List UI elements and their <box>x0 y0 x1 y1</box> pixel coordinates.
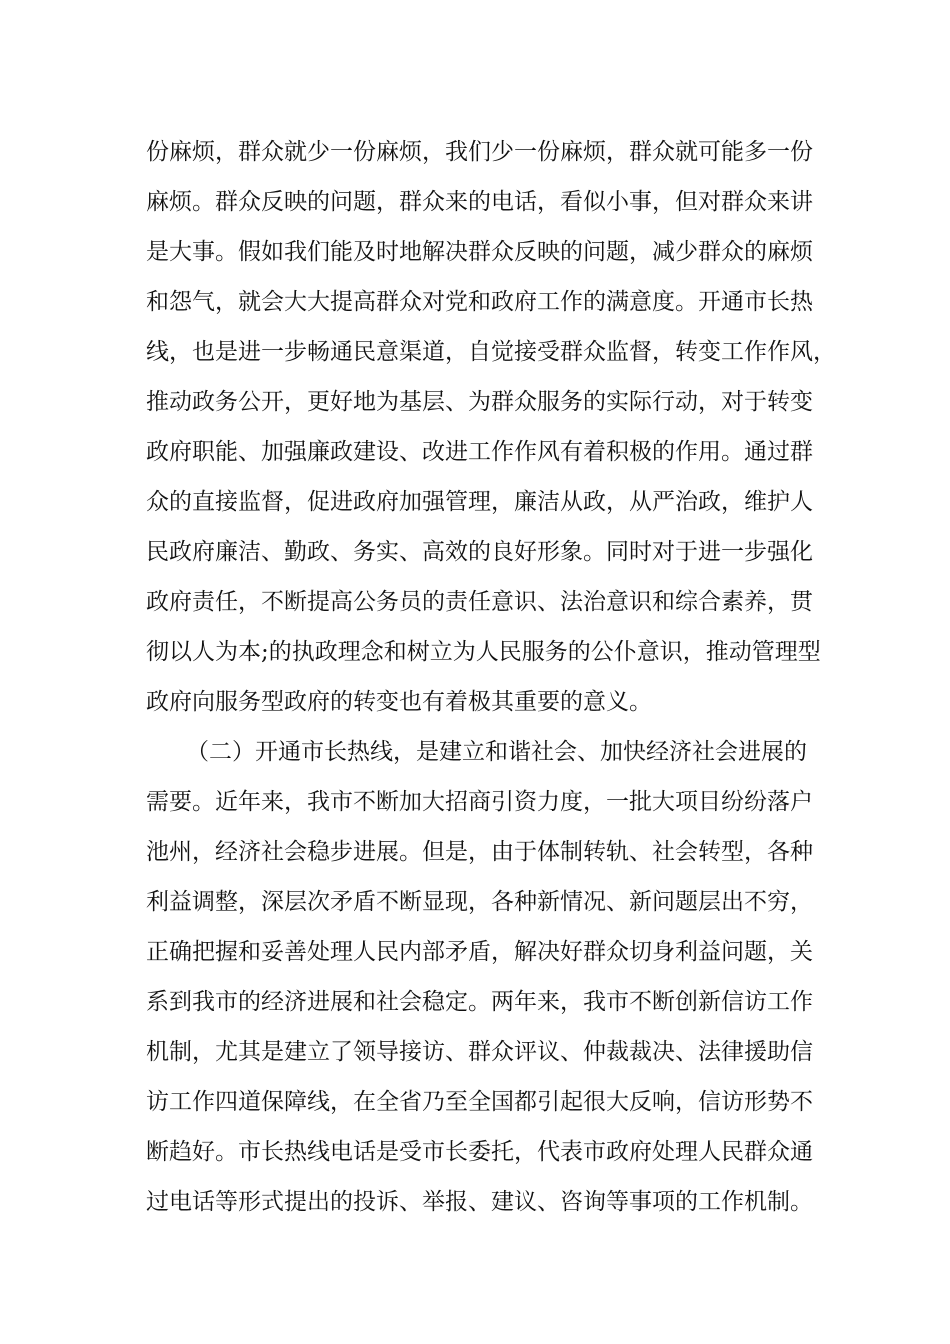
text-line: 政府职能、加强廉政建设、改进工作作风有着积极的作用。通过群 <box>146 439 813 465</box>
text-line: 彻以人为本;的执政理念和树立为人民服务的公仆意识，推动管理型 <box>146 639 821 665</box>
text-line: 访工作四道保障线，在全省乃至全国都引起很大反响，信访形势不 <box>146 1089 813 1115</box>
text-line: 推动政务公开，更好地为基层、为群众服务的实际行动，对于转变 <box>146 389 813 415</box>
text-line: 民政府廉洁、勤政、务实、高效的良好形象。同时对于进一步强化 <box>146 539 813 565</box>
text-line: 正确把握和妥善处理人民内部矛盾，解决好群众切身利益问题，关 <box>146 939 813 965</box>
text-line: 机制，尤其是建立了领导接访、群众评议、仲裁裁决、法律援助信 <box>146 1039 813 1065</box>
text-line: 系到我市的经济进展和社会稳定。两年来，我市不断创新信访工作 <box>146 989 813 1015</box>
text-line: 线，也是进一步畅通民意渠道，自觉接受群众监督，转变工作作风， <box>146 339 836 365</box>
paragraph-heading-line: （二）开通市长热线，是建立和谐社会、加快经济社会进展的 <box>186 739 807 765</box>
text-line: 麻烦。群众反映的问题，群众来的电话，看似小事，但对群众来讲 <box>146 189 813 215</box>
text-line: 是大事。假如我们能及时地解决群众反映的问题，减少群众的麻烦 <box>146 239 813 265</box>
text-line: 政府向服务型政府的转变也有着极其重要的意义。 <box>146 689 652 715</box>
text-line: 众的直接监督，促进政府加强管理，廉洁从政，从严治政，维护人 <box>146 489 813 515</box>
text-line: 需要。近年来，我市不断加大招商引资力度，一批大项目纷纷落户 <box>146 789 813 815</box>
text-line: 断趋好。市长热线电话是受市长委托，代表市政府处理人民群众通 <box>146 1139 813 1165</box>
text-line: 过电话等形式提出的投诉、举报、建议、咨询等事项的工作机制。 <box>146 1189 813 1215</box>
text-line: 份麻烦，群众就少一份麻烦，我们少一份麻烦，群众就可能多一份 <box>146 139 813 165</box>
text-line: 利益调整，深层次矛盾不断显现，各种新情况、新问题层出不穷， <box>146 889 813 915</box>
text-line: 池州，经济社会稳步进展。但是，由于体制转轨、社会转型，各种 <box>146 839 813 865</box>
text-line: 政府责任，不断提高公务员的责任意识、法治意识和综合素养，贯 <box>146 589 813 615</box>
text-line: 和怨气，就会大大提高群众对党和政府工作的满意度。开通市长热 <box>146 289 813 315</box>
